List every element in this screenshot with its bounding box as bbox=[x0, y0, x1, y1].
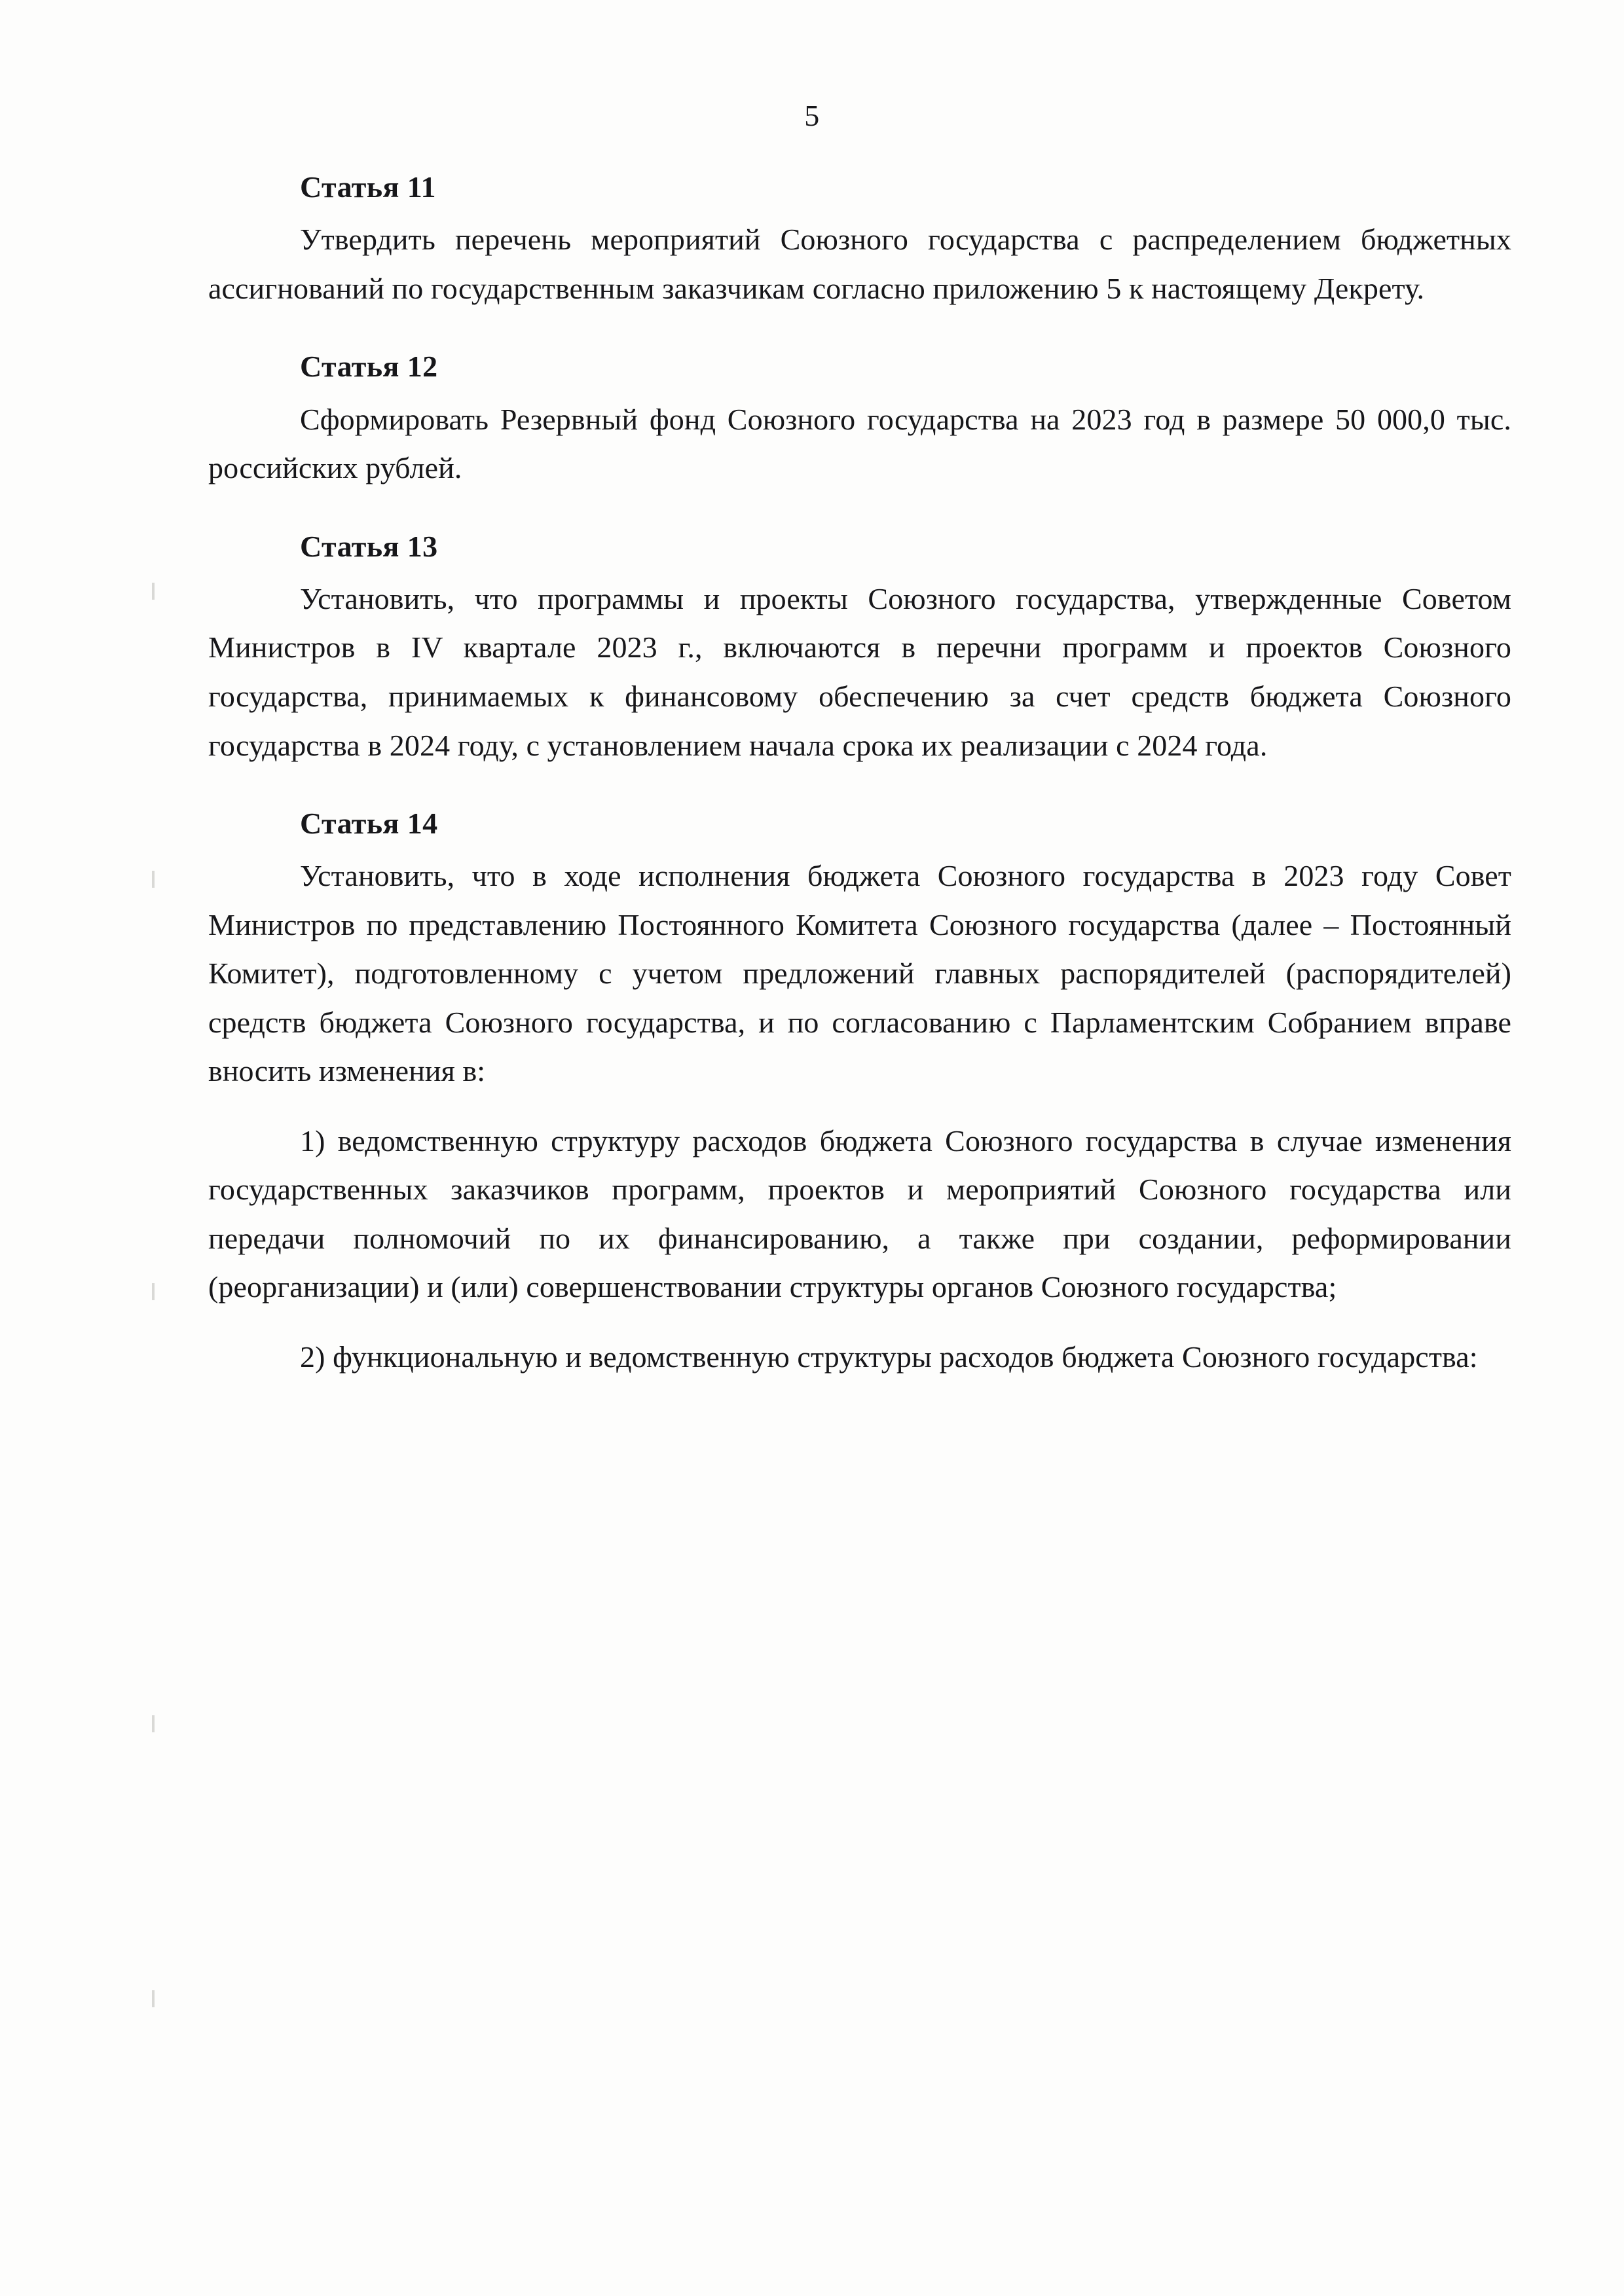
spacer bbox=[208, 497, 1511, 523]
page-number: 5 bbox=[804, 99, 820, 132]
article-12-heading: Статья 12 bbox=[300, 350, 438, 384]
scan-artifact bbox=[152, 1283, 155, 1300]
scan-artifact bbox=[152, 583, 155, 600]
article-13-heading: Статья 13 bbox=[300, 529, 438, 563]
article-11-paragraph: Утвердить перечень мероприятий Союзного государства с распределением бюджетных ассигнований по государственным заказчикам согласно приложению 5 к настоящему Декрету. bbox=[208, 223, 1511, 305]
article-14-paragraph: Установить, что в ходе исполнения бюджета Союзного государства в 2023 году Совет Министров по представлению Постоянного Комитета Союзного государства (далее – Постоянный Комитет), подготовленному с учетом предложений главных распорядителей (распорядителей) средств бюджета Союзного государства, и по согласованию с Парламентским Собранием вправе вносить изменения в: bbox=[208, 859, 1511, 1088]
spacer bbox=[208, 1100, 1511, 1117]
article-13-paragraph: Установить, что программы и проекты Союзного государства, утвержденные Советом Министров в IV квартале 2023 г., включаются в перечни программ и проектов Союзного государства, принимаемых к финансовому обеспечению за счет средств бюджета Союзного государства в 2024 году, с установлением начала срока их реализации с 2024 года. bbox=[208, 581, 1511, 762]
spacer bbox=[208, 774, 1511, 800]
spacer bbox=[208, 1316, 1511, 1333]
article-12-paragraph: Сформировать Резервный фонд Союзного государства на 2023 год в размере 50 000,0 тыс. российских рублей. bbox=[208, 402, 1511, 485]
article-14-heading: Статья 14 bbox=[300, 807, 438, 841]
article-14-item-1: 1) ведомственную структуру расходов бюджета Союзного государства в случае изменения государственных заказчиков программ, проектов и мероприятий Союзного государства или передачи полномочий по их финансированию, а также при создании, реформировании (реорганизации) и (или) совершенствовании структуры органов Союзного государства; bbox=[208, 1123, 1511, 1304]
document-body bbox=[208, 164, 1511, 1385]
spacer bbox=[208, 317, 1511, 343]
article-14-item-2: 2) функциональную и ведомственную структуры расходов бюджета Союзного государства: bbox=[300, 1339, 1478, 1374]
scan-artifact bbox=[152, 871, 155, 888]
article-11-heading: Статья 11 bbox=[300, 170, 436, 204]
scan-artifact bbox=[152, 1715, 155, 1732]
scan-artifact bbox=[152, 1990, 155, 2007]
